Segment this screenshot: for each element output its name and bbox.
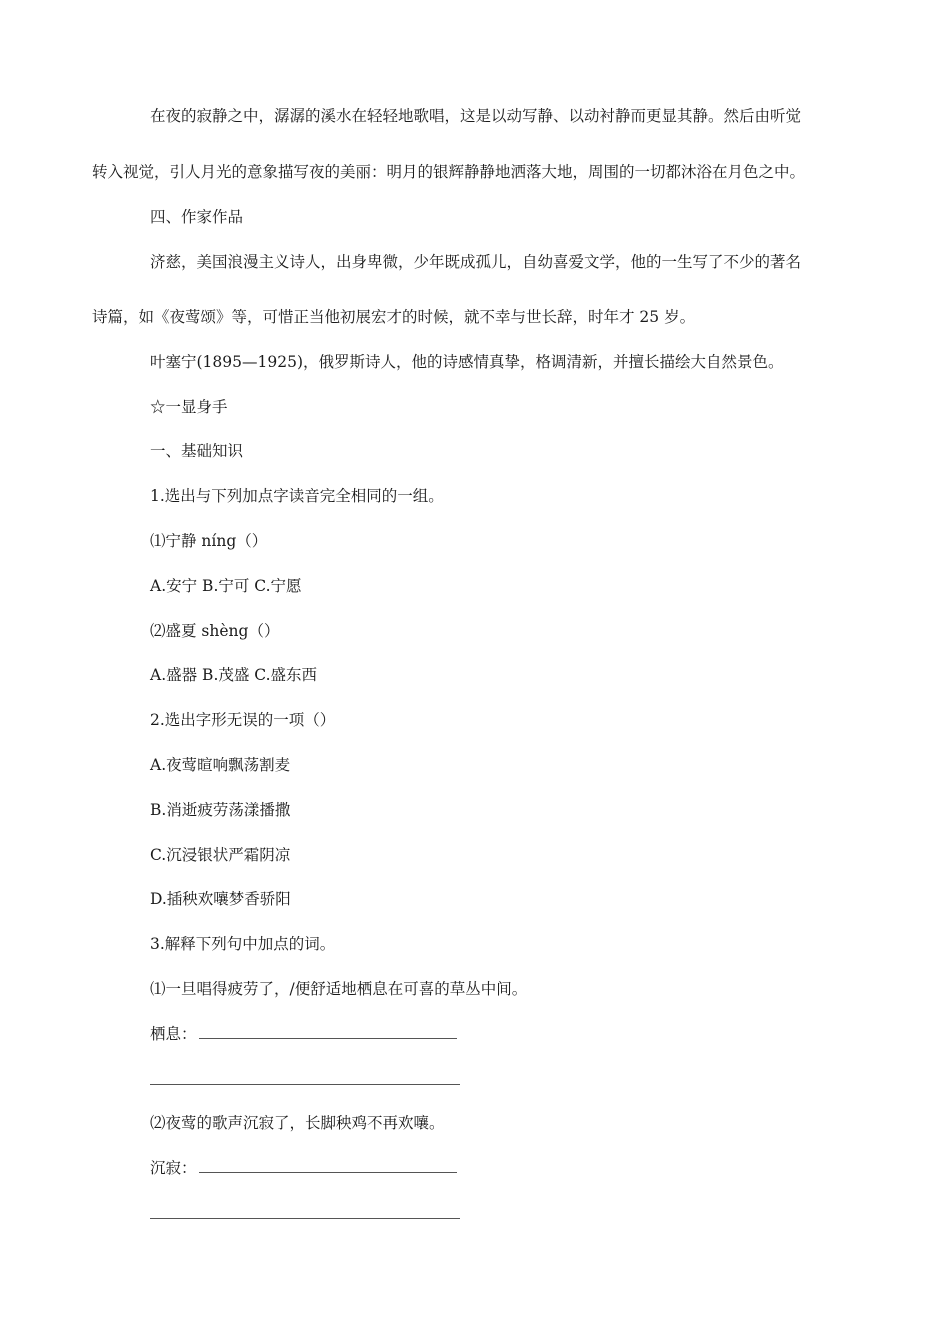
question-1-part-2: ⑵盛夏 shèng（） xyxy=(150,622,280,640)
question-1-part-2-options: A.盛器 B.茂盛 C.盛东西 xyxy=(150,666,318,684)
paragraph-2-line-1: 济慈，美国浪漫主义诗人，出身卑微，少年既成孤儿，自幼喜爱文学，他的一生写了不少的著名 xyxy=(150,253,802,271)
answer-blank-1[interactable] xyxy=(199,1024,457,1039)
paragraph-1-line-2: 转入视觉，引人月光的意象描写夜的美丽：明月的银辉静静地洒落大地，周围的一切都沐浴在月色之中。 xyxy=(92,163,806,181)
show-skill-heading: ☆一显身手 xyxy=(150,398,228,416)
answer-blank-3[interactable] xyxy=(199,1158,457,1173)
question-1-part-1: ⑴宁静 níng（） xyxy=(150,532,268,550)
question-1: 1.选出与下列加点字读音完全相同的一组。 xyxy=(150,487,444,505)
paragraph-1-line-1: 在夜的寂静之中，潺潺的溪水在轻轻地歌唱，这是以动写静、以动衬静而更显其静。然后由听觉 xyxy=(150,107,802,125)
question-3: 3.解释下列句中加点的词。 xyxy=(150,935,336,953)
question-2-option-c: C.沉浸银状严霜阴凉 xyxy=(150,846,291,864)
basic-knowledge-heading: 一、基础知识 xyxy=(150,442,244,460)
question-2-option-a: A.夜莺暄响飘荡割麦 xyxy=(150,756,291,774)
question-2-option-b: B.消逝疲劳荡漾播撒 xyxy=(150,801,291,819)
question-2: 2.选出字形无误的一项（） xyxy=(150,711,336,729)
paragraph-2-line-2: 诗篇，如《夜莺颂》等，可惜正当他初展宏才的时候，就不幸与世长辞，时年才 25 岁。 xyxy=(92,308,696,326)
answer-label-chenji: 沉寂： xyxy=(150,1159,197,1177)
question-3-part-2-answer-row xyxy=(150,1158,457,1178)
answer-blank-2[interactable] xyxy=(150,1084,460,1085)
question-2-option-d: D.插秧欢嚷梦香骄阳 xyxy=(150,890,291,908)
section-4-heading: 四、作家作品 xyxy=(150,208,244,226)
answer-blank-4[interactable] xyxy=(150,1218,460,1219)
question-3-part-2: ⑵夜莺的歌声沉寂了，长脚秧鸡不再欢嚷。 xyxy=(150,1114,445,1132)
paragraph-3: 叶塞宁(1895—1925)，俄罗斯诗人，他的诗感情真挚，格调清新，并擅长描绘大自然景色。 xyxy=(150,353,784,371)
answer-label-qixi: 栖息： xyxy=(150,1025,197,1043)
question-3-part-1: ⑴一旦唱得疲劳了，/便舒适地栖息在可喜的草丛中间。 xyxy=(150,980,528,998)
question-1-part-1-options: A.安宁 B.宁可 C.宁愿 xyxy=(150,577,302,595)
question-3-part-1-answer-row xyxy=(150,1024,457,1044)
